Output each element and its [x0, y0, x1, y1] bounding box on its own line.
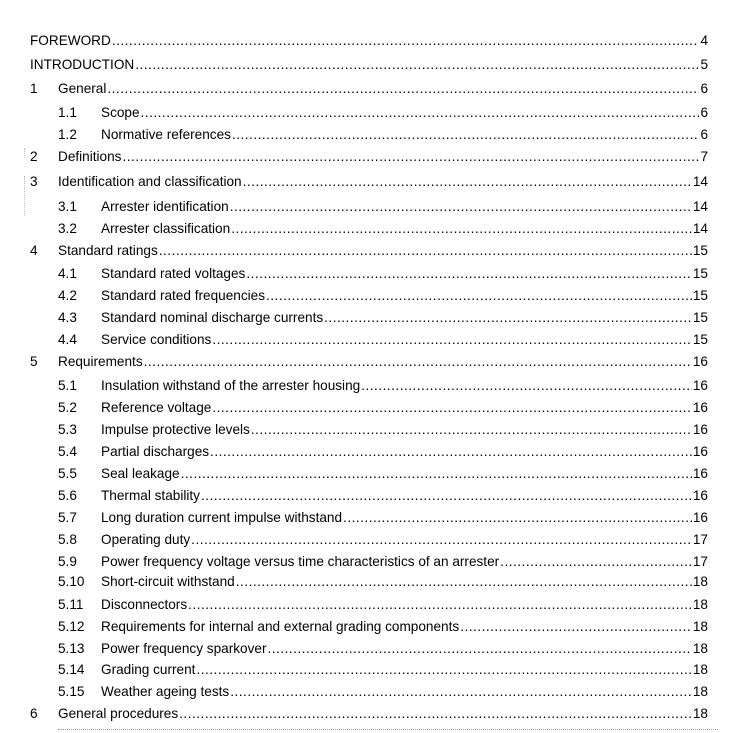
- toc-entry-page: 14: [692, 221, 708, 236]
- toc-entry-number: 5: [30, 354, 38, 369]
- toc-entry-page: 17: [692, 554, 708, 569]
- dot-leader: [112, 30, 700, 52]
- toc-entry-page: 16: [692, 400, 708, 415]
- toc-entry[interactable]: [0, 463, 730, 485]
- scan-margin-mark: [24, 176, 25, 216]
- toc-entry[interactable]: [0, 571, 730, 593]
- toc-entry-line: [101, 218, 708, 240]
- toc-entry-page: 6: [700, 105, 708, 120]
- toc-entry-title: Definitions: [58, 149, 122, 164]
- toc-entry-title: Seal leakage: [101, 466, 180, 481]
- toc-entry-line: [101, 375, 708, 397]
- dot-leader: [267, 638, 691, 660]
- toc-entry[interactable]: [0, 102, 730, 124]
- toc-entry-title: Standard nominal discharge currents: [101, 310, 324, 325]
- toc-entry-page: 18: [692, 574, 708, 589]
- toc-entry-line: [101, 124, 708, 146]
- toc-entry[interactable]: [0, 30, 730, 52]
- dot-leader: [191, 529, 692, 551]
- toc-entry[interactable]: [0, 551, 730, 573]
- toc-entry[interactable]: [0, 351, 730, 373]
- toc-entry[interactable]: [0, 616, 730, 638]
- dot-leader: [232, 124, 699, 146]
- toc-entry[interactable]: [0, 681, 730, 703]
- toc-entry-title: Thermal stability: [101, 488, 200, 503]
- toc-entry[interactable]: [0, 659, 730, 681]
- toc-entry-number: 3.1: [58, 199, 77, 214]
- toc-entry-number: 5.3: [58, 422, 77, 437]
- toc-entry-page: 15: [692, 310, 708, 325]
- dot-leader: [236, 571, 692, 593]
- toc-entry-title: General procedures: [58, 706, 179, 721]
- toc-entry-number: 5.5: [58, 466, 77, 481]
- toc-entry-line: [30, 30, 708, 52]
- dot-leader: [159, 240, 692, 262]
- toc-entry-page: 18: [692, 706, 708, 721]
- toc-entry-number: 5.11: [58, 597, 84, 612]
- toc-entry-title: Requirements: [58, 354, 143, 369]
- toc-entry[interactable]: [0, 329, 730, 351]
- toc-entry-number: 6: [30, 706, 38, 721]
- toc-entry-line: [101, 507, 708, 529]
- toc-entry-title: Arrester classification: [101, 221, 231, 236]
- dot-leader: [361, 375, 692, 397]
- toc-entry-number: 5.2: [58, 400, 77, 415]
- toc-entry-number: 4.1: [58, 266, 77, 281]
- toc-entry-number: 4.4: [58, 332, 77, 347]
- toc-entry-title: General: [58, 81, 107, 96]
- dot-leader: [324, 307, 692, 329]
- dot-leader: [230, 196, 692, 218]
- toc-entry[interactable]: [0, 196, 730, 218]
- toc-entry-title: Weather ageing tests: [101, 684, 230, 699]
- toc-entry[interactable]: [0, 54, 730, 76]
- toc-entry-title: FOREWORD: [30, 33, 111, 48]
- toc-entry-title: Scope: [101, 105, 140, 120]
- toc-entry-line: [58, 351, 708, 373]
- toc-entry-page: 15: [692, 332, 708, 347]
- toc-entry-line: [101, 263, 708, 285]
- toc-entry-title: Partial discharges: [101, 444, 210, 459]
- toc-entry-line: [101, 285, 708, 307]
- toc-entry-page: 15: [692, 266, 708, 281]
- dot-leader: [243, 171, 692, 193]
- toc-entry-page: 18: [692, 597, 708, 612]
- toc-entry-line: [101, 551, 708, 573]
- toc-entry-number: 5.6: [58, 488, 77, 503]
- dot-leader: [144, 351, 692, 373]
- toc-entry-title: Power frequency voltage versus time characteristics of an arrester: [101, 554, 500, 569]
- toc-entry-line: [101, 463, 708, 485]
- toc-entry[interactable]: [0, 638, 730, 660]
- toc-entry[interactable]: [0, 419, 730, 441]
- toc-entry-page: 18: [692, 641, 708, 656]
- toc-entry[interactable]: [0, 124, 730, 146]
- dot-leader: [188, 594, 692, 616]
- dot-leader: [246, 263, 692, 285]
- toc-entry[interactable]: [0, 263, 730, 285]
- toc-entry-number: 3: [30, 174, 38, 189]
- toc-entry-line: [101, 616, 708, 638]
- toc-entry-line: [101, 594, 708, 616]
- dot-leader: [201, 485, 692, 507]
- toc-entry-title: Arrester identification: [101, 199, 229, 214]
- dot-leader: [212, 329, 692, 351]
- toc-entry-title: Long duration current impulse withstand: [101, 510, 343, 525]
- toc-entry-number: 5.12: [58, 619, 85, 634]
- toc-entry-title: Standard rated voltages: [101, 266, 246, 281]
- toc-entry-page: 18: [692, 662, 708, 677]
- toc-entry-line: [58, 703, 708, 725]
- dot-leader: [122, 146, 699, 168]
- toc-entry-page: 16: [692, 378, 708, 393]
- toc-entry-title: Reference voltage: [101, 400, 212, 415]
- toc-entry-number: 4: [30, 243, 38, 258]
- toc-entry-title: Insulation withstand of the arrester housing: [101, 378, 361, 393]
- toc-entry-page: 16: [692, 488, 708, 503]
- dot-leader: [179, 703, 692, 725]
- toc-entry-page: 18: [692, 684, 708, 699]
- toc-entry-page: 4: [700, 33, 708, 48]
- toc-entry-page: 16: [692, 510, 708, 525]
- toc-entry-line: [101, 307, 708, 329]
- dot-leader: [460, 616, 692, 638]
- toc-entry-line: [101, 397, 708, 419]
- dot-leader: [251, 419, 692, 441]
- toc-entry-page: 7: [700, 149, 708, 164]
- toc-entry-title: Grading current: [101, 662, 196, 677]
- toc-entry-number: 4.3: [58, 310, 77, 325]
- toc-entry-line: [101, 638, 708, 660]
- toc-entry-line: [101, 529, 708, 551]
- toc-entry-number: 1.1: [58, 105, 77, 120]
- toc-entry-line: [101, 681, 708, 703]
- toc-entry-title: Identification and classification: [58, 174, 242, 189]
- toc-entry[interactable]: [0, 594, 730, 616]
- toc-entry[interactable]: [0, 146, 730, 168]
- toc-entry-line: [30, 54, 708, 76]
- toc-entry[interactable]: [0, 240, 730, 262]
- toc-entry-line: [101, 659, 708, 681]
- toc-entry[interactable]: [0, 441, 730, 463]
- toc-entry-page: 14: [692, 174, 708, 189]
- toc-entry[interactable]: [0, 529, 730, 551]
- toc-entry-line: [101, 329, 708, 351]
- dot-leader: [230, 681, 692, 703]
- dot-leader: [135, 54, 699, 76]
- dot-leader: [196, 659, 691, 681]
- scan-margin-mark: [24, 148, 25, 158]
- dot-leader: [343, 507, 692, 529]
- toc-entry-number: 1.2: [58, 127, 77, 142]
- dot-leader: [266, 285, 692, 307]
- toc-entry-number: 5.10: [58, 574, 85, 589]
- toc-entry-page: 15: [692, 288, 708, 303]
- toc-entry-page: 14: [692, 199, 708, 214]
- toc-entry-number: 4.2: [58, 288, 77, 303]
- toc-entry[interactable]: [0, 507, 730, 529]
- toc-entry-page: 5: [700, 57, 708, 72]
- toc-entry-title: Standard ratings: [58, 243, 158, 258]
- toc-entry-number: 1: [30, 81, 38, 96]
- toc-entry-line: [58, 171, 708, 193]
- toc-entry-title: Requirements for internal and external grading components: [101, 619, 460, 634]
- toc-entry[interactable]: [0, 78, 730, 100]
- toc-entry-line: [58, 146, 708, 168]
- toc-entry-line: [101, 485, 708, 507]
- toc-entry-number: 5.14: [58, 662, 85, 677]
- dot-leader: [181, 463, 692, 485]
- toc-entry-number: 5.15: [58, 684, 85, 699]
- toc-entry-page: 18: [692, 619, 708, 634]
- toc-entry[interactable]: [0, 307, 730, 329]
- toc-entry-title: Standard rated frequencies: [101, 288, 265, 303]
- toc-entry-number: 5.9: [58, 554, 77, 569]
- toc-entry-title: INTRODUCTION: [30, 57, 135, 72]
- toc-entry-number: 5.1: [58, 378, 77, 393]
- toc-entry-page: 15: [692, 243, 708, 258]
- toc-entry-page: 16: [692, 466, 708, 481]
- toc-entry-title: Impulse protective levels: [101, 422, 250, 437]
- dot-leader: [500, 551, 692, 573]
- toc-entry-line: [101, 571, 708, 593]
- toc-entry-page: 6: [700, 127, 708, 142]
- toc-entry[interactable]: [0, 218, 730, 240]
- toc-entry[interactable]: [0, 703, 730, 725]
- toc-entry-title: Short-circuit withstand: [101, 574, 235, 589]
- toc-entry-number: 5.7: [58, 510, 77, 525]
- dot-leader: [212, 397, 692, 419]
- toc-entry[interactable]: [0, 375, 730, 397]
- toc-entry-line: [101, 441, 708, 463]
- toc-entry-number: 2: [30, 149, 38, 164]
- toc-entry-number: 3.2: [58, 221, 77, 236]
- toc-entry-number: 5.13: [58, 641, 85, 656]
- toc-entry[interactable]: [0, 485, 730, 507]
- toc-entry[interactable]: [0, 285, 730, 307]
- toc-entry-title: Normative references: [101, 127, 231, 142]
- dot-leader: [141, 102, 700, 124]
- toc-entry-title: Service conditions: [101, 332, 212, 347]
- toc-entry-line: [58, 78, 708, 100]
- next-entry-cut-off: [58, 729, 718, 733]
- toc-entry-page: 16: [692, 422, 708, 437]
- toc-entry-page: 17: [692, 532, 708, 547]
- toc-entry-line: [101, 196, 708, 218]
- toc-entry[interactable]: [0, 397, 730, 419]
- toc-entry[interactable]: [0, 171, 730, 193]
- dot-leader: [231, 218, 692, 240]
- toc-entry-number: 5.4: [58, 444, 77, 459]
- toc-entry-line: [58, 240, 708, 262]
- toc-entry-page: 16: [692, 444, 708, 459]
- toc-entry-title: Operating duty: [101, 532, 191, 547]
- toc-entry-page: 6: [700, 81, 708, 96]
- toc-entry-page: 16: [692, 354, 708, 369]
- toc-entry-title: Disconnectors: [101, 597, 188, 612]
- toc-entry-title: Power frequency sparkover: [101, 641, 267, 656]
- dot-leader: [107, 78, 699, 100]
- dot-leader: [210, 441, 692, 463]
- toc-entry-line: [101, 419, 708, 441]
- toc-entry-number: 5.8: [58, 532, 77, 547]
- toc-entry-line: [101, 102, 708, 124]
